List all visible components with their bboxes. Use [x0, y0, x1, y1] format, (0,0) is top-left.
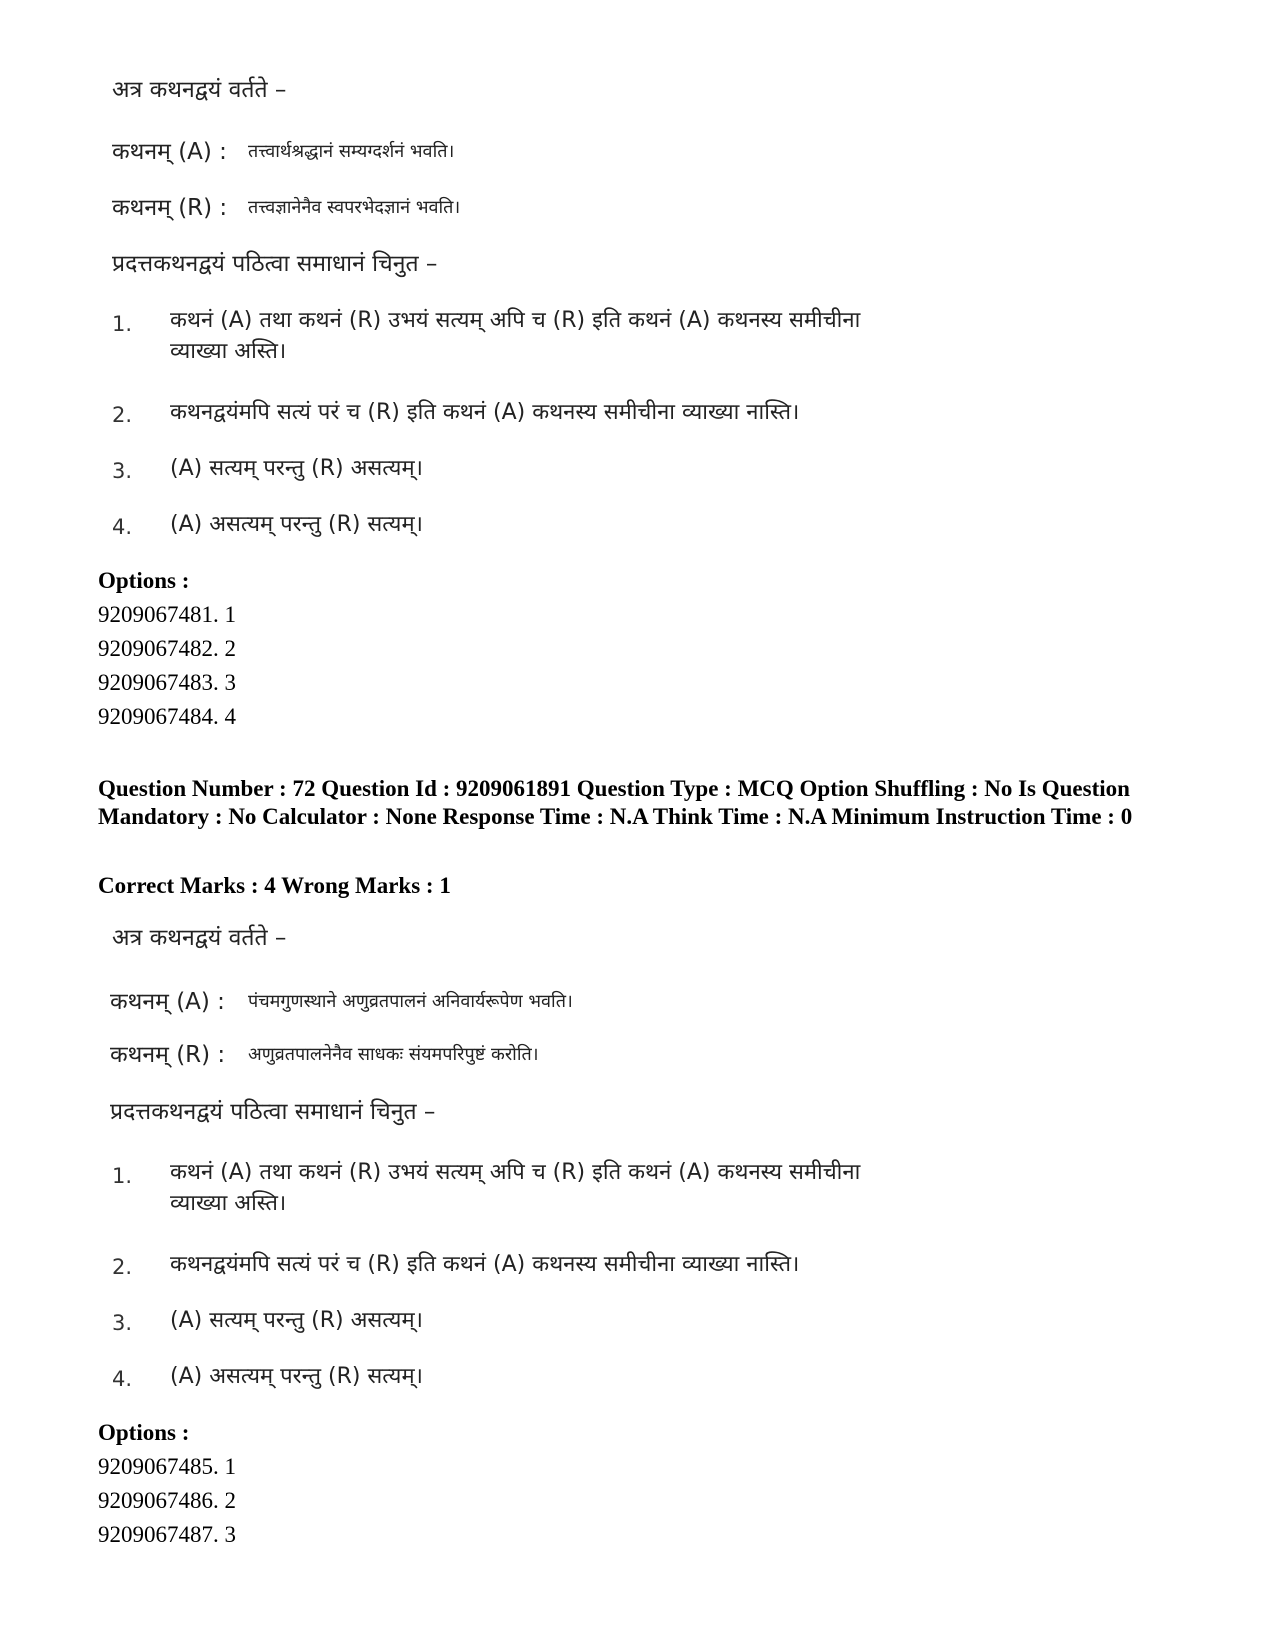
option-item: 9209067481. 1 [98, 602, 236, 627]
choice-number: 2. [112, 1255, 133, 1279]
choice-text: (A) असत्यम् परन्तु (R) सत्यम्। [170, 512, 423, 537]
choice-line: कथनं (A) तथा कथनं (R) उभयं सत्यम् अपि च (R) इति कथनं (A) कथनस्य समीचीना [170, 308, 861, 333]
choice-number: 1. [112, 1164, 133, 1188]
statement-r-text: अणुव्रतपालनेनैव साधकः संयमपरिपुष्टं करोति। [248, 1044, 539, 1065]
options-heading: Options : [98, 1420, 190, 1445]
choice-number: 2. [112, 403, 133, 427]
intro-text: अत्र कथनद्वयं वर्तते – [112, 925, 287, 951]
prompt-text: प्रदत्तकथनद्वयं पठित्वा समाधानं चिनुत – [110, 1099, 436, 1125]
question-meta: Question Number : 72 Question Id : 9209061891 Question Type : MCQ Option Shuffling : No Is Question Mandatory : No Calculator : None Response Time : N.A Think Time : N.A Minimum Instruction Time : 0 [98, 776, 1133, 829]
choice-number: 3. [112, 459, 133, 483]
statement-a-text: पंचमगुणस्थाने अणुव्रतपालनं अनिवार्यरूपेण भवति। [248, 991, 573, 1012]
option-item: 9209067483. 3 [98, 670, 236, 695]
statement-a-text: तत्त्वार्थश्रद्धानं सम्यग्दर्शनं भवति। [248, 141, 455, 162]
option-item: 9209067485. 1 [98, 1454, 236, 1479]
statement-a-label: कथनम् (A) : [110, 989, 225, 1015]
option-item: 9209067487. 3 [98, 1522, 236, 1547]
statement-r-label: कथनम् (R) : [110, 1042, 226, 1068]
choice-text: (A) असत्यम् परन्तु (R) सत्यम्। [170, 1364, 423, 1389]
choice-line: व्याख्या अस्ति। [170, 1191, 287, 1216]
intro-text: अत्र कथनद्वयं वर्तते – [112, 77, 287, 103]
choice-number: 1. [112, 312, 133, 336]
choice-line: कथनं (A) तथा कथनं (R) उभयं सत्यम् अपि च (R) इति कथनं (A) कथनस्य समीचीना [170, 1160, 861, 1185]
choice-number: 4. [112, 515, 133, 539]
options-heading: Options : [98, 568, 190, 593]
choice-text: कथनद्वयंमपि सत्यं परं च (R) इति कथनं (A) कथनस्य समीचीना व्याख्या नास्ति। [170, 1252, 800, 1277]
option-item: 9209067482. 2 [98, 636, 236, 661]
option-item: 9209067486. 2 [98, 1488, 236, 1513]
choice-number: 4. [112, 1367, 133, 1391]
choice-number: 3. [112, 1311, 133, 1335]
choice-text: कथनद्वयंमपि सत्यं परं च (R) इति कथनं (A) कथनस्य समीचीना व्याख्या नास्ति। [170, 400, 800, 425]
choice-text [170, 305, 860, 367]
prompt-text: प्रदत्तकथनद्वयं पठित्वा समाधानं चिनुत – [112, 251, 438, 277]
option-item: 9209067484. 4 [98, 704, 236, 729]
choice-text [170, 1157, 860, 1219]
statement-r-text: तत्त्वज्ञानेनैव स्वपरभेदज्ञानं भवति। [248, 197, 461, 218]
question-marks: Correct Marks : 4 Wrong Marks : 1 [98, 873, 451, 898]
choice-text: (A) सत्यम् परन्तु (R) असत्यम्। [170, 456, 423, 481]
choice-line: व्याख्या अस्ति। [170, 339, 287, 364]
choice-text: (A) सत्यम् परन्तु (R) असत्यम्। [170, 1308, 423, 1333]
statement-r-label: कथनम् (R) : [112, 195, 228, 221]
statement-a-label: कथनम् (A) : [112, 139, 227, 165]
